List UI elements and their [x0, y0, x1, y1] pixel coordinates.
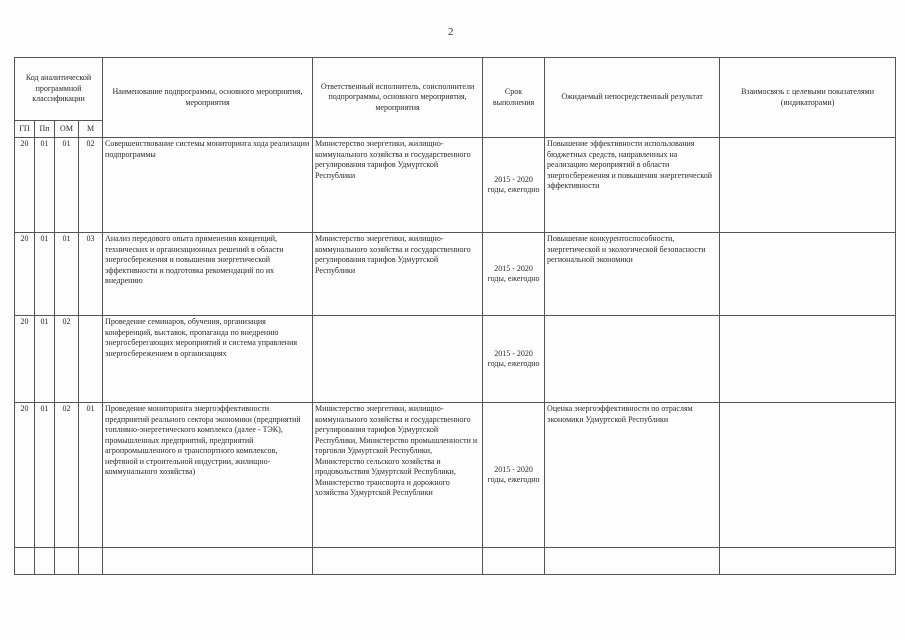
header-responsible: Ответственный исполнитель, соисполнители подпрограммы, основного мероприятия, мероприятия: [313, 58, 483, 138]
row-result: Повышение эффективности использования бюджетных средств, направленных на реализацию мероприятий в области энергосбережения и повышения энергетической эффективности: [545, 138, 720, 233]
row-pp: 01: [35, 138, 55, 233]
header-name: Наименование подпрограммы, основного мероприятия, мероприятия: [103, 58, 313, 138]
row-relation: [720, 403, 896, 548]
tail-cell: [79, 548, 103, 575]
row-result: Повышение конкурентоспособности, энергетической и экологической безопасности региональной экономики: [545, 233, 720, 316]
tail-cell: [15, 548, 35, 575]
row-m: 03: [79, 233, 103, 316]
program-table: [14, 57, 896, 575]
row-relation: [720, 138, 896, 233]
table-row: [15, 403, 896, 548]
tail-cell: [720, 548, 896, 575]
tail-cell: [55, 548, 79, 575]
row-pp: 01: [35, 316, 55, 403]
row-term: 2015 - 2020 годы, ежегодно: [483, 233, 545, 316]
table-row-tail: [15, 548, 896, 575]
row-result: Оценка энергоэффективности по отраслям экономики Удмуртской Республики: [545, 403, 720, 548]
tail-cell: [483, 548, 545, 575]
header-code-pp: Пп: [35, 121, 55, 138]
row-term: 2015 - 2020 годы, ежегодно: [483, 403, 545, 548]
header-term: Срок выполнения: [483, 58, 545, 138]
tail-cell: [35, 548, 55, 575]
tail-cell: [545, 548, 720, 575]
header-code-om: ОМ: [55, 121, 79, 138]
row-m: 01: [79, 403, 103, 548]
tail-cell: [103, 548, 313, 575]
header-relation: Взаимосвязь с целевыми показателями (индикаторами): [720, 58, 896, 138]
row-om: 02: [55, 316, 79, 403]
row-relation: [720, 316, 896, 403]
row-responsible: Министерство энергетики, жилищно-коммунального хозяйства и государственного регулирования тарифов Удмуртской Республики: [313, 138, 483, 233]
row-term: 2015 - 2020 годы, ежегодно: [483, 316, 545, 403]
row-pp: 01: [35, 233, 55, 316]
row-responsible: [313, 316, 483, 403]
row-gp: 20: [15, 138, 35, 233]
row-m: [79, 316, 103, 403]
row-m: 02: [79, 138, 103, 233]
row-term: 2015 - 2020 годы, ежегодно: [483, 138, 545, 233]
row-gp: 20: [15, 233, 35, 316]
table-row: [15, 138, 896, 233]
header-code-group: Код аналитической программной классификации: [15, 58, 103, 121]
row-om: 01: [55, 233, 79, 316]
header-result: Ожидаемый непосредственный результат: [545, 58, 720, 138]
page-number: 2: [448, 26, 454, 38]
row-gp: 20: [15, 316, 35, 403]
row-name: Проведение мониторинга энергоэффективности предприятий реального сектора экономики (предприятий топливно-энергетического комплекса (далее - ТЭК), промышленных предприятий, предприятий агропромышленного и транспортного комплексов, нефтяной и строительной индустрии, жилищно-коммунального хозяйства): [103, 403, 313, 548]
table-row: [15, 316, 896, 403]
row-name: Анализ передового опыта применения концепций, технических и организационных решений в области энергосбережения и повышения энергетической эффективности и подготовка рекомендаций по их внедрению: [103, 233, 313, 316]
row-name: Совершенствование системы мониторинга хода реализации подпрограммы: [103, 138, 313, 233]
row-gp: 20: [15, 403, 35, 548]
header-code-m: М: [79, 121, 103, 138]
row-om: 02: [55, 403, 79, 548]
row-responsible: Министерство энергетики, жилищно-коммунального хозяйства и государственного регулирования тарифов Удмуртской Республики: [313, 233, 483, 316]
row-relation: [720, 233, 896, 316]
tail-cell: [313, 548, 483, 575]
header-code-gp: ГП: [15, 121, 35, 138]
table-row: [15, 233, 896, 316]
row-om: 01: [55, 138, 79, 233]
row-pp: 01: [35, 403, 55, 548]
row-responsible: Министерство энергетики, жилищно-коммунального хозяйства и государственного регулирования тарифов Удмуртской Республики, Министерство промышленности и торговли Удмуртской Республики, Министерство сельского хозяйства и продовольствия Удмуртской Республики, Министерство транспорта и дорожного хозяйства Удмуртской Республики: [313, 403, 483, 548]
row-name: Проведение семинаров, обучения, организация конференций, выставок, пропаганда по внедрению энергосберегающих мероприятий и система управления энергосбережением в организациях: [103, 316, 313, 403]
row-result: [545, 316, 720, 403]
